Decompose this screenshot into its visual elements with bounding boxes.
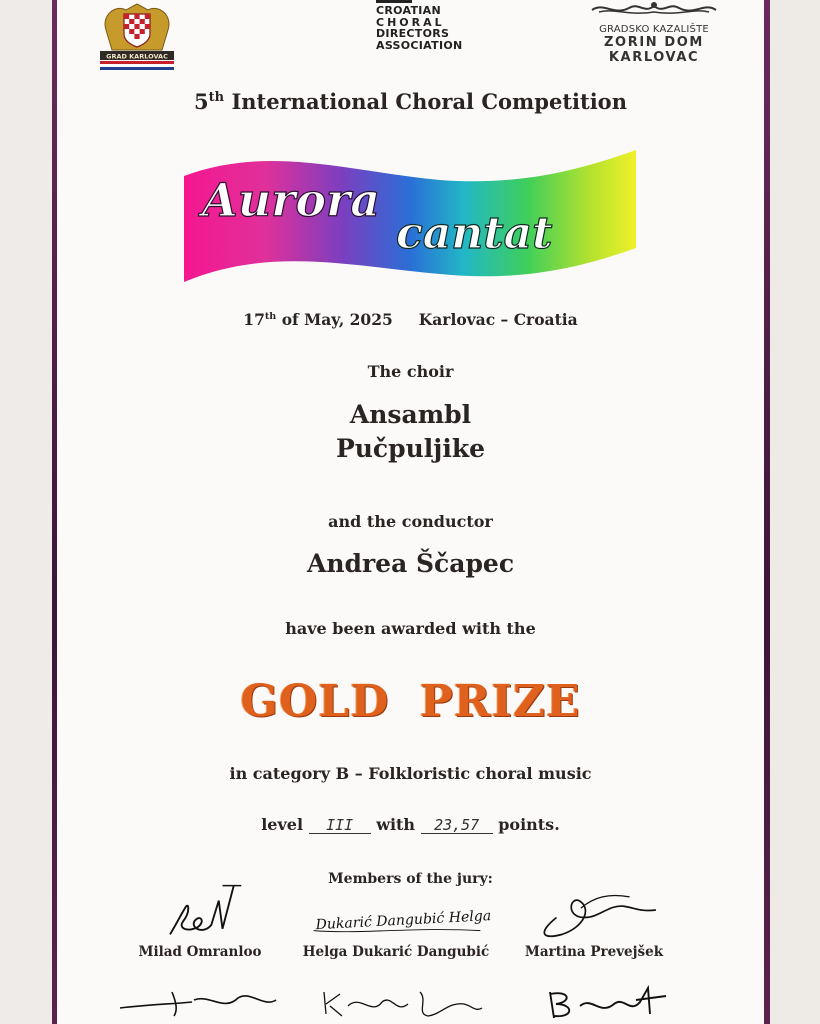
- ornament-icon: [584, 0, 724, 18]
- assoc-line-3: DIRECTORS: [376, 27, 450, 40]
- choir-name-line-2: Pučpuljike: [335, 434, 486, 463]
- date-text: of May, 2025: [281, 310, 393, 329]
- heading-ordinal-suffix: th: [208, 90, 225, 105]
- theatre-line-3: KARLOVAC: [608, 50, 700, 65]
- juror-2: [296, 880, 496, 960]
- juror-1: [128, 880, 272, 960]
- points-field: [421, 817, 493, 834]
- karlovac-crest-logo: [96, 0, 178, 72]
- choral-directors-association-logo: [376, 0, 463, 52]
- level-value: III: [326, 816, 354, 834]
- level-points-line: [57, 815, 764, 834]
- scan-edge-left: [0, 0, 52, 1024]
- juror-2-name: Helga Dukarić Dangubić: [302, 944, 490, 960]
- signature-1: [128, 880, 272, 940]
- date-place-line: [57, 310, 764, 329]
- place-text: Karlovac – Croatia: [418, 310, 578, 329]
- heading-ordinal: 5: [194, 89, 209, 114]
- aurora-cantat-banner: [180, 150, 640, 286]
- assoc-line-1: CROATIAN: [376, 4, 441, 17]
- with-label: with: [376, 815, 416, 834]
- banner-word-cantat: cantat: [396, 208, 553, 259]
- signature-4: [114, 984, 284, 1024]
- banner-word-aurora: Aurora: [202, 173, 381, 227]
- theatre-line-1: GRADSKO KAZALIŠTE: [599, 24, 709, 35]
- date-day: 17: [243, 310, 265, 329]
- level-label: level: [261, 815, 304, 834]
- juror-1-name: Milad Omranloo: [138, 944, 262, 960]
- assoc-line-2: CHORAL: [376, 15, 445, 29]
- assoc-line-4: ASSOCIATION: [376, 38, 463, 52]
- level-field: [309, 817, 371, 834]
- competition-heading: [57, 89, 764, 114]
- theatre-line-2: ZORIN DOM: [604, 35, 704, 50]
- conductor-name: Andrea Ščapec: [306, 549, 515, 578]
- signature-5: [316, 984, 486, 1024]
- choir-name: [57, 398, 764, 466]
- conductor-label: and the conductor: [328, 512, 493, 531]
- crest-ribbon-text: GRAD KARLOVAC: [106, 52, 168, 61]
- logo-mark: [376, 0, 412, 3]
- choir-name-line-1: Ansambl: [349, 400, 472, 429]
- category-text: in category B – Folkloristic choral music: [229, 764, 592, 783]
- juror-3: [514, 880, 674, 960]
- scan-edge-right: [770, 0, 820, 1024]
- points-value: 23,57: [434, 816, 480, 834]
- juror-3-name: Martina Prevejšek: [524, 944, 664, 960]
- jury-label: Members of the jury:: [328, 871, 493, 887]
- prize-title: GOLD PRIZE: [240, 676, 581, 727]
- choir-label: The choir: [367, 362, 454, 381]
- heading-text: International Choral Competition: [231, 89, 627, 114]
- signature-2: [296, 880, 496, 940]
- signature-3: [514, 880, 674, 940]
- frame-border-right: [764, 0, 770, 1024]
- signature-2-text: Dukarić Dangubić Helga: [315, 908, 492, 934]
- awarded-text: have been awarded with the: [285, 619, 536, 638]
- signature-6: [540, 984, 680, 1024]
- points-label: points.: [498, 815, 560, 834]
- date-suffix: th: [264, 310, 277, 322]
- zorin-dom-logo: [584, 0, 724, 65]
